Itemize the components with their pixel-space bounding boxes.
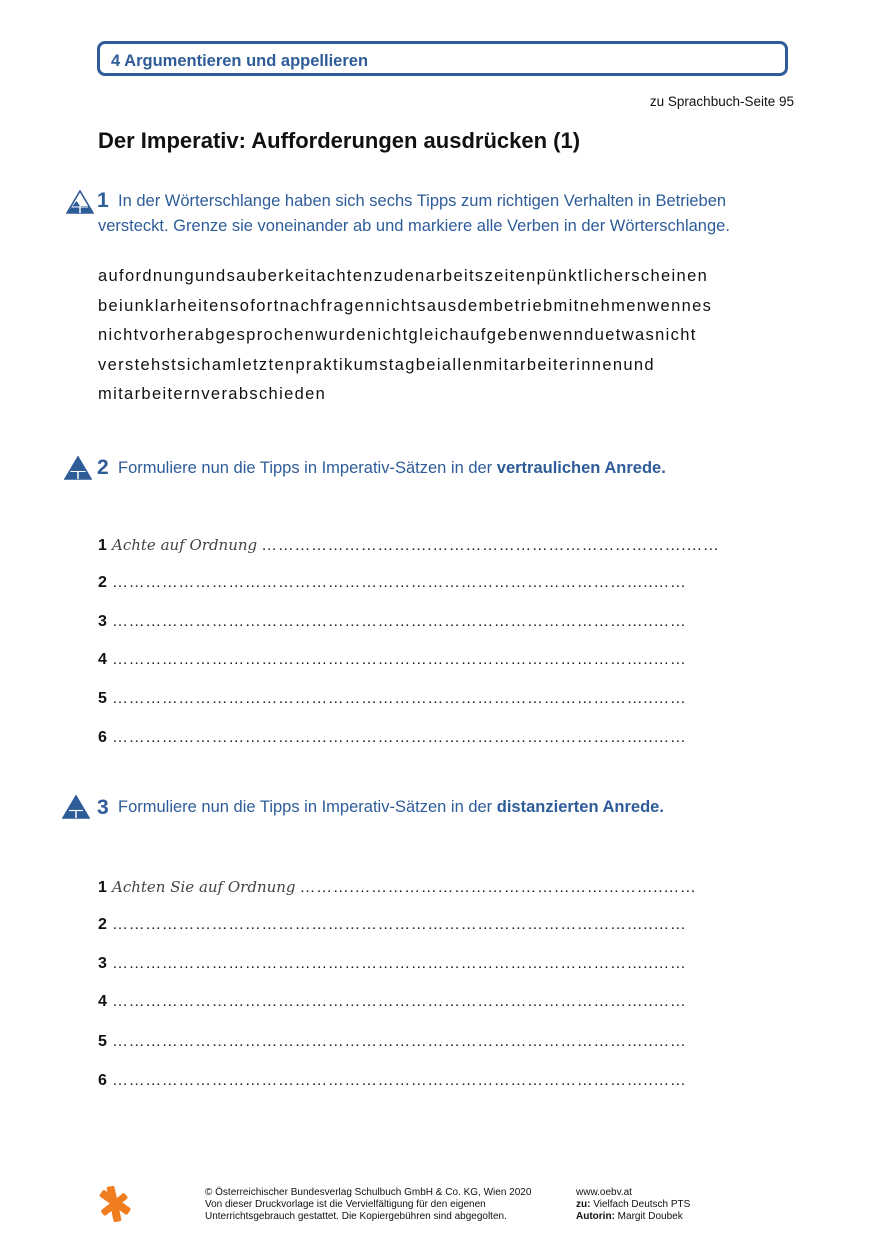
- task-1-instruction-line-1: In der Wörterschlange haben sich sechs Tipps zum richtigen Verhalten in Betrieben: [118, 192, 727, 210]
- task-2-instruction: Formuliere nun die Tipps in Imperativ-Sätzen in der vertraulichen Anrede.: [118, 459, 666, 477]
- difficulty-pyramid-icon: [64, 456, 92, 480]
- answer-line[interactable]: 5 ……………………………………………………………………………………..……: [98, 690, 687, 707]
- task-2-number: 2: [97, 456, 109, 479]
- task-3-number: 3: [97, 796, 109, 819]
- page-reference: zu Sprachbuch-Seite 95: [649, 94, 794, 109]
- task-1-number: 1: [97, 189, 109, 212]
- answer-line[interactable]: 5 ……………………………………………………………………………………..……: [98, 1033, 687, 1050]
- word-snake: [98, 262, 798, 410]
- chapter-title: 4 Argumentieren und appellieren: [111, 52, 369, 70]
- page-title: Der Imperativ: Aufforderungen ausdrücken (1): [98, 128, 581, 153]
- word-snake-line: verstehstsichamletztenpraktikumstagbeiallenmitarbeiterinnenund: [98, 355, 655, 374]
- website-link[interactable]: www.oebv.at: [576, 1187, 632, 1198]
- oebv-logo-icon: [96, 1185, 132, 1223]
- answer-line[interactable]: 3 ……………………………………………………………………………………..……: [98, 955, 687, 972]
- handwritten-example: Achten Sie auf Ordnung: [112, 878, 296, 896]
- answer-line[interactable]: 6 ……………………………………………………………………………………..……: [98, 1072, 687, 1089]
- answer-line[interactable]: 1 Achte auf Ordnung ………………………….……………………………………….……: [98, 536, 720, 554]
- difficulty-pyramid-icon: [62, 795, 90, 819]
- chapter-header-box: [97, 41, 788, 76]
- word-snake-line: mitarbeiternverabschieden: [98, 385, 327, 404]
- footer-info: www.oebv.at zu: Vielfach Deutsch PTS Autorin: Margit Doubek: [576, 1187, 691, 1222]
- word-snake-line: nichtvorherabgesprochenwurdenichtgleichaufgebenwennduetwasnicht: [98, 326, 697, 345]
- handwritten-example: Achte auf Ordnung: [112, 536, 258, 554]
- answer-line[interactable]: 2 ……………………………………………………………………………………..……: [98, 574, 687, 591]
- task-1-instruction-line-2: versteckt. Grenze sie voneinander ab und markiere alle Verben in der Wörterschlange.: [98, 217, 730, 235]
- footer-copyright: © Österreichischer Bundesverlag Schulbuch GmbH & Co. KG, Wien 2020 Von dieser Druckvorlage ist die Vervielfältigung für den eigenen Unterrichtsgebrauch gestattet. Die Kopiergebühren sind abgegolten.: [205, 1187, 532, 1222]
- task-3-instruction: Formuliere nun die Tipps in Imperativ-Sätzen in der distanzierten Anrede.: [118, 798, 664, 816]
- answer-line[interactable]: 1 Achten Sie auf Ordnung ……….………………………………………………..……: [98, 878, 697, 896]
- word-snake-line: beiunklarheitensofortnachfragennichtsausdembetriebmitnehmenwennes: [98, 296, 713, 315]
- answer-line[interactable]: 6 ……………………………………………………………………………………..……: [98, 729, 687, 746]
- answer-line[interactable]: 2 ……………………………………………………………………………………..……: [98, 916, 687, 933]
- word-snake-line: aufordnungundsauberkeitachtenzudenarbeitszeitenpünktlicherscheinen: [98, 267, 709, 285]
- answer-line[interactable]: 4 ……………………………………………………………………………………..……: [98, 993, 687, 1010]
- answer-line[interactable]: 4 ……………………………………………………………………………………..……: [98, 651, 687, 668]
- difficulty-pyramid-icon: [66, 190, 94, 214]
- answer-line[interactable]: 3 ……………………………………………………………………………………..……: [98, 613, 687, 630]
